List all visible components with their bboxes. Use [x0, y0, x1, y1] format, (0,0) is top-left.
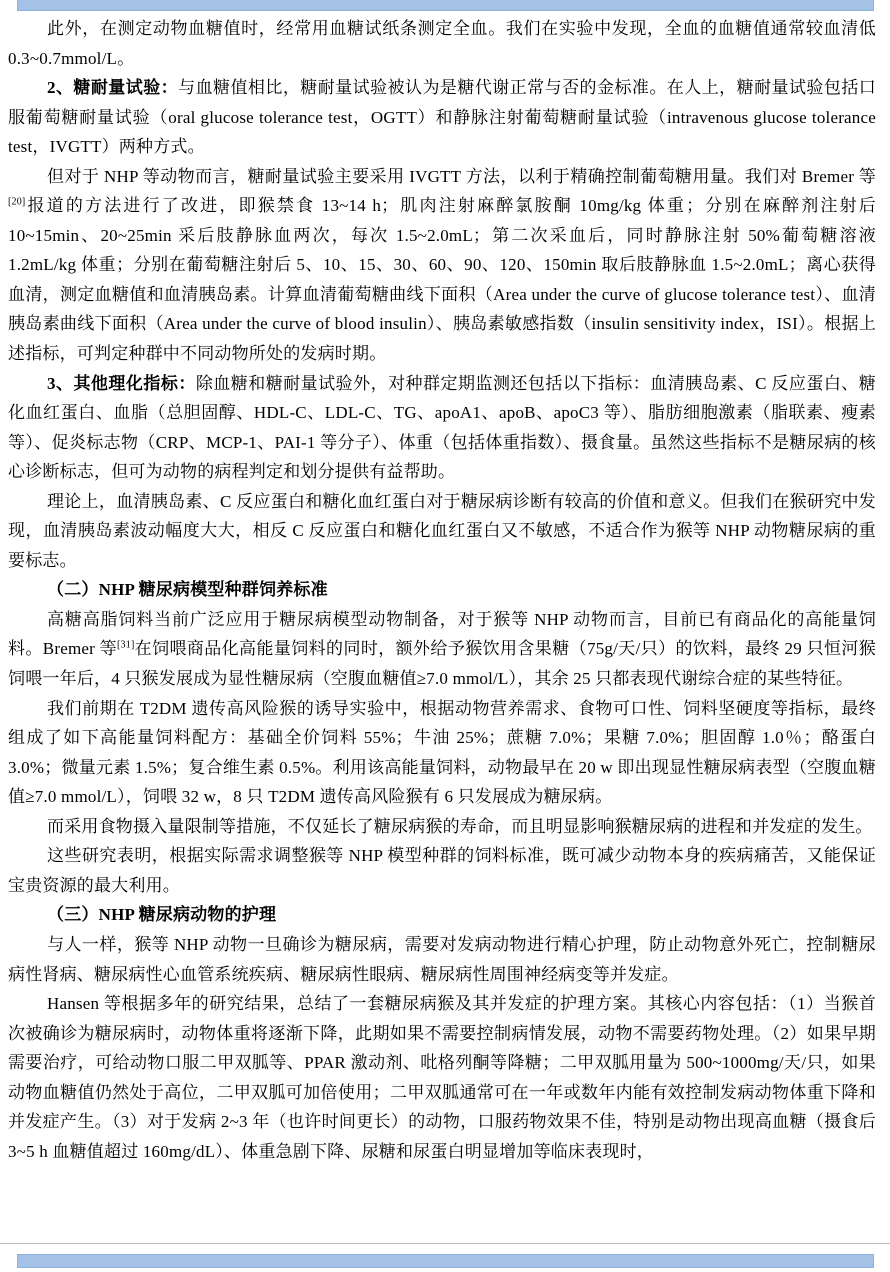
paragraph	[8, 369, 876, 487]
section-heading-text: （二）NHP 糖尿病模型种群饲养标准	[47, 580, 328, 600]
paragraph	[8, 989, 876, 1166]
paragraph-text: 而采用食物摄入量限制等措施，不仅延长了糖尿病猴的寿命，而且明显影响猴糖尿病的进程和并发症的发生。	[47, 816, 873, 836]
section-heading-text: （三）NHP 糖尿病动物的护理	[47, 905, 277, 925]
paragraph-text: 这些研究表明，根据实际需求调整猴等 NHP 模型种群的饲料标准，既可减少动物本身的疾病痛苦，又能保证宝贵资源的最大利用。	[8, 846, 876, 895]
paragraph-text: 高糖高脂饲料当前广泛应用于糖尿病模型动物制备，对于猴等 NHP 动物而言，目前已有商品化的高能量饲料。Bremer 等	[8, 609, 876, 659]
citation-ref: [20]	[8, 196, 26, 208]
paragraph	[8, 812, 876, 842]
section-heading-animal-care	[8, 900, 876, 930]
paragraph-text: 报道的方法进行了改进，即猴禁食 13~14 h；肌肉注射麻醉氯胺酮 10mg/kg 体重；分别在麻醉剂注射后 10~15min、20~25min 采后肢静脉血两次，每次 1.5~2.0mL；第二次采血后，同时静脉注射 50%葡萄糖溶液 1.2mL/kg 体重；分别在葡萄糖注射后 5、10、15、30、60、90、120、150min 取后肢静脉血 1.5~2.0mL；离心获得血清，测定血糖值和血清胰岛素。计算血清葡萄糖曲线下面积（Area under the curve of glucose tolerance test）、血清胰岛素曲线下面积（Area under the curve of blood insulin）、胰岛素敏感指数（insulin sensitivity index，ISI）。根据上述指标，可判定种群中不同动物所处的发病时期。	[8, 196, 876, 364]
page-bottom-divider-line	[0, 1243, 890, 1244]
paragraph-text: 在饲喂商品化高能量饲料的同时，额外给予猴饮用含果糖（75g/天/只）的饮料，最终 29 只恒河猴饲喂一年后，4 只猴发展成为显性糖尿病（空腹血糖值≥7.0 mmol/L），其余 25 只都表现代谢综合症的某些特征。	[8, 639, 876, 689]
page-bottom-accent-bar	[17, 1254, 874, 1268]
document-body	[8, 14, 876, 1166]
paragraph-text: 但对于 NHP 等动物而言，糖耐量试验主要采用 IVGTT 方法，以利于精确控制葡萄糖用量。我们对 Bremer 等	[47, 166, 876, 186]
paragraph-text: 此外，在测定动物血糖值时，经常用血糖试纸条测定全血。我们在实验中发现，全血的血糖值通常较血清低 0.3~0.7mmol/L。	[8, 19, 876, 68]
paragraph-text: 除血糖和糖耐量试验外，对种群定期监测还包括以下指标：血清胰岛素、C 反应蛋白、糖化血红蛋白、血脂（总胆固醇、HDL-C、LDL-C、TG、apoA1、apoB、apoC3 等）、脂肪细胞激素（脂联素、瘦素等）、促炎标志物（CRP、MCP-1、PAI-1 等分子）、体重（包括体重指数）、摄食量。虽然这些指标不是糖尿病的核心诊断标志，但可为动物的病程判定和划分提供有益帮助。	[8, 373, 876, 482]
paragraph-text: 与血糖值相比，糖耐量试验被认为是糖代谢正常与否的金标准。在人上，糖耐量试验包括口服葡萄糖耐量试验（oral glucose tolerance test，OGTT）和静脉注射葡萄糖耐量试验（intravenous glucose tolerance test，IVGTT）两种方式。	[8, 78, 876, 157]
paragraph-bold-lead: 3、其他理化指标：	[47, 373, 196, 393]
paragraph-text: 与人一样，猴等 NHP 动物一旦确诊为糖尿病，需要对发病动物进行精心护理，防止动物意外死亡，控制糖尿病性肾病、糖尿病性心血管系统疾病、糖尿病性眼病、糖尿病性周围神经病变等并发症。	[8, 934, 876, 984]
paragraph-text: 我们前期在 T2DM 遗传高风险猴的诱导实验中，根据动物营养需求、食物可口性、饲料坚硬度等指标，最终组成了如下高能量饲料配方：基础全价饲料 55%；牛油 25%；蔗糖 7.0%；果糖 7.0%；胆固醇 1.0％；酪蛋白 3.0%；微量元素 1.5%；复合维生素 0.5%。利用该高能量饲料，动物最早在 20 w 即出现显性糖尿病表型（空腹血糖值≥7.0 mmol/L），饲喂 32 w，8 只 T2DM 遗传高风险猴有 6 只发展成为糖尿病。	[8, 698, 876, 807]
paragraph	[8, 162, 876, 369]
paragraph	[8, 841, 876, 900]
page-top-accent-bar	[17, 0, 874, 11]
paragraph-text: Hansen 等根据多年的研究结果，总结了一套糖尿病猴及其并发症的护理方案。其核心内容包括：（1）当猴首次被确诊为糖尿病时，动物体重将逐渐下降，此期如果不需要控制病情发展，动物不需要药物处理。（2）如果早期需要治疗，可给动物口服二甲双胍等、PPAR 激动剂、吡格列酮等降糖；二甲双胍用量为 500~1000mg/天/只，如果动物血糖值仍然处于高位，二甲双胍可加倍使用；二甲双胍通常可在一年或数年内能有效控制发病动物体重下降和并发症产生。（3）对于发病 2~3 年（也许时间更长）的动物，口服药物效果不佳，特别是动物出现高血糖（摄食后 3~5 h 血糖值超过 160mg/dL）、体重急剧下降、尿糖和尿蛋白明显增加等临床表现时，	[8, 994, 876, 1161]
paragraph	[8, 930, 876, 989]
section-heading-feeding-standard	[8, 575, 876, 605]
paragraph	[8, 73, 876, 162]
paragraph-bold-lead: 2、糖耐量试验：	[47, 78, 179, 98]
paragraph	[8, 14, 876, 73]
paragraph-text: 理论上，血清胰岛素、C 反应蛋白和糖化血红蛋白对于糖尿病诊断有较高的价值和意义。但我们在猴研究中发现，血清胰岛素波动幅度大大，相反 C 反应蛋白和糖化血红蛋白又不敏感，不适合作为猴等 NHP 动物糖尿病的重要标志。	[8, 491, 876, 570]
paragraph	[8, 605, 876, 694]
paragraph	[8, 694, 876, 812]
citation-ref: [31]	[117, 639, 135, 651]
paragraph	[8, 487, 876, 576]
